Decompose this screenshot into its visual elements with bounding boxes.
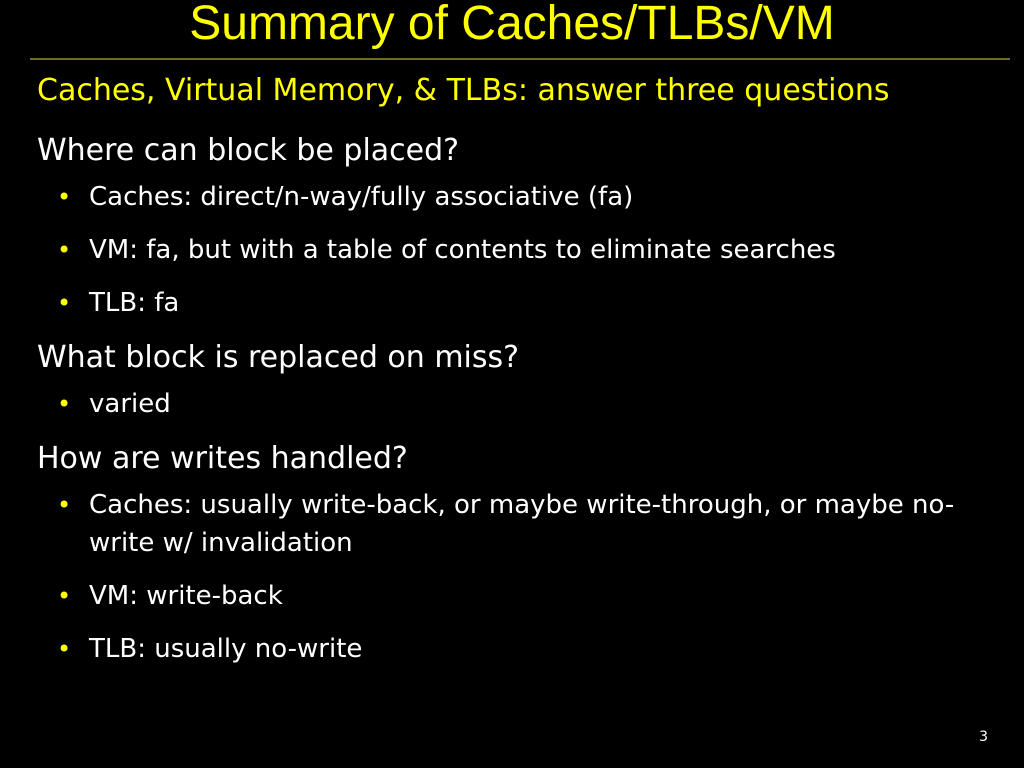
question-block-replacement: [37, 337, 997, 423]
bullet-icon: •: [57, 289, 72, 317]
bullet-text: Caches: usually write-back, or maybe write-through, or maybe no-write w/ invalidation: [89, 490, 955, 558]
bullet-icon: •: [57, 635, 72, 663]
list-item: [37, 284, 997, 322]
question-block-placement: [37, 130, 997, 322]
slide-subtitle: Caches, Virtual Memory, & TLBs: answer three questions: [37, 73, 890, 108]
bullet-list: [37, 385, 997, 423]
question-block-writes: [37, 438, 997, 668]
question-heading: How are writes handled?: [37, 441, 408, 476]
bullet-text: Caches: direct/n-way/fully associative (fa): [89, 182, 634, 212]
bullet-icon: •: [57, 183, 72, 211]
slide-title: Summary of Caches/TLBs/VM: [189, 0, 835, 50]
bullet-text: VM: write-back: [89, 581, 283, 611]
list-item: [37, 385, 997, 423]
title-divider: [30, 58, 1010, 60]
bullet-icon: •: [57, 236, 72, 264]
bullet-icon: •: [57, 582, 72, 610]
list-item: [37, 486, 997, 562]
page-number: 3: [979, 729, 988, 745]
bullet-list: [37, 178, 997, 322]
list-item: [37, 577, 997, 615]
bullet-text: varied: [89, 389, 171, 419]
question-heading: What block is replaced on miss?: [37, 340, 520, 375]
bullet-text: VM: fa, but with a table of contents to eliminate searches: [89, 235, 836, 265]
bullet-text: TLB: usually no-write: [89, 634, 363, 664]
list-item: [37, 630, 997, 668]
bullet-icon: •: [57, 390, 72, 418]
question-heading: Where can block be placed?: [37, 133, 460, 168]
list-item: [37, 178, 997, 216]
list-item: [37, 231, 997, 269]
bullet-icon: •: [57, 491, 72, 519]
slide-content: [37, 130, 997, 683]
bullet-list: [37, 486, 997, 668]
bullet-text: TLB: fa: [89, 288, 180, 318]
